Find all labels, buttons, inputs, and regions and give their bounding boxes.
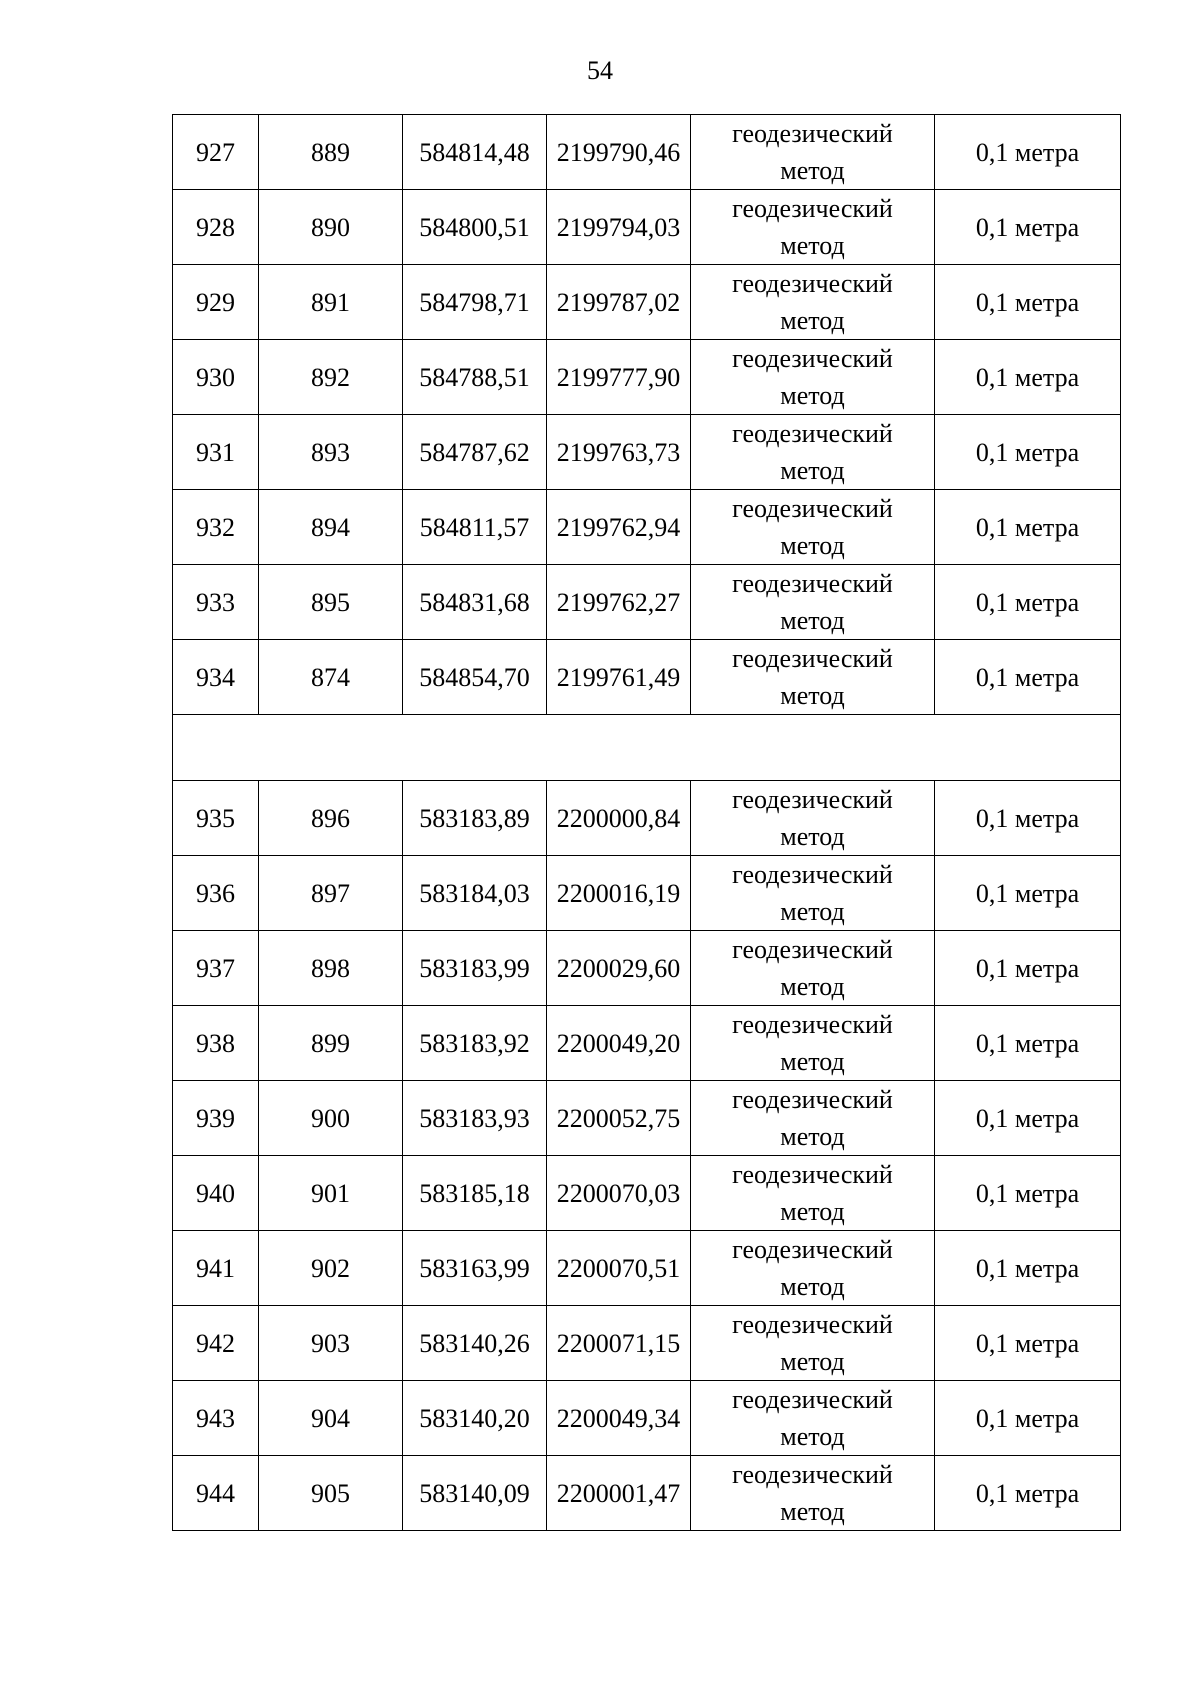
point-number-cell: 893 — [259, 415, 403, 490]
x-coordinate-cell: 584800,51 — [403, 190, 547, 265]
row-number-cell: 929 — [173, 265, 259, 340]
accuracy-cell: 0,1 метра — [935, 340, 1121, 415]
point-number-cell: 898 — [259, 931, 403, 1006]
y-coordinate-cell: 2200070,51 — [547, 1231, 691, 1306]
row-number-cell: 934 — [173, 640, 259, 715]
method-line-2: метод — [780, 531, 845, 560]
accuracy-cell: 0,1 метра — [935, 931, 1121, 1006]
accuracy-cell: 0,1 метра — [935, 856, 1121, 931]
contour-separator-row — [173, 715, 1121, 781]
row-number-cell: 943 — [173, 1381, 259, 1456]
point-number-cell: 901 — [259, 1156, 403, 1231]
row-number-cell: 940 — [173, 1156, 259, 1231]
table-row — [173, 115, 1121, 190]
method-line-1: геодезический — [732, 1460, 893, 1489]
accuracy-cell: 0,1 метра — [935, 640, 1121, 715]
page-number: 54 — [587, 56, 613, 85]
accuracy-cell: 0,1 метра — [935, 1081, 1121, 1156]
y-coordinate-cell: 2200000,84 — [547, 781, 691, 856]
method-line-1: геодезический — [732, 1010, 893, 1039]
table-row — [173, 340, 1121, 415]
method-cell — [691, 190, 935, 265]
y-coordinate-cell: 2200052,75 — [547, 1081, 691, 1156]
row-number-cell: 935 — [173, 781, 259, 856]
method-line-1: геодезический — [732, 1160, 893, 1189]
table-row — [173, 931, 1121, 1006]
y-coordinate-cell: 2200070,03 — [547, 1156, 691, 1231]
method-line-2: метод — [780, 1347, 845, 1376]
point-number-cell: 896 — [259, 781, 403, 856]
method-line-1: геодезический — [732, 644, 893, 673]
row-number-cell: 937 — [173, 931, 259, 1006]
accuracy-cell: 0,1 метра — [935, 1006, 1121, 1081]
x-coordinate-cell: 583163,99 — [403, 1231, 547, 1306]
row-number-cell: 941 — [173, 1231, 259, 1306]
method-cell — [691, 640, 935, 715]
row-number-cell: 931 — [173, 415, 259, 490]
method-cell — [691, 856, 935, 931]
accuracy-cell: 0,1 метра — [935, 565, 1121, 640]
row-number-cell: 927 — [173, 115, 259, 190]
x-coordinate-cell: 583183,92 — [403, 1006, 547, 1081]
method-cell — [691, 1231, 935, 1306]
row-number-cell: 936 — [173, 856, 259, 931]
method-cell — [691, 490, 935, 565]
accuracy-cell: 0,1 метра — [935, 415, 1121, 490]
coordinates-table-body — [173, 115, 1121, 1531]
method-line-2: метод — [780, 822, 845, 851]
method-line-1: геодезический — [732, 935, 893, 964]
table-row — [173, 1081, 1121, 1156]
method-line-2: метод — [780, 231, 845, 260]
method-line-2: метод — [780, 1197, 845, 1226]
method-line-2: метод — [780, 897, 845, 926]
x-coordinate-cell: 584788,51 — [403, 340, 547, 415]
accuracy-cell: 0,1 метра — [935, 1306, 1121, 1381]
table-row — [173, 1231, 1121, 1306]
y-coordinate-cell: 2200016,19 — [547, 856, 691, 931]
separator-cell — [173, 715, 1121, 781]
method-line-2: метод — [780, 381, 845, 410]
method-line-2: метод — [780, 681, 845, 710]
point-number-cell: 902 — [259, 1231, 403, 1306]
table-row — [173, 490, 1121, 565]
method-line-2: метод — [780, 1272, 845, 1301]
method-line-1: геодезический — [732, 1085, 893, 1114]
point-number-cell: 890 — [259, 190, 403, 265]
method-cell — [691, 781, 935, 856]
x-coordinate-cell: 583183,93 — [403, 1081, 547, 1156]
table-row — [173, 265, 1121, 340]
accuracy-cell: 0,1 метра — [935, 190, 1121, 265]
method-line-1: геодезический — [732, 194, 893, 223]
coordinates-table — [172, 114, 1121, 1531]
row-number-cell: 938 — [173, 1006, 259, 1081]
point-number-cell: 889 — [259, 115, 403, 190]
y-coordinate-cell: 2200049,20 — [547, 1006, 691, 1081]
y-coordinate-cell: 2200049,34 — [547, 1381, 691, 1456]
y-coordinate-cell: 2199761,49 — [547, 640, 691, 715]
y-coordinate-cell: 2200071,15 — [547, 1306, 691, 1381]
x-coordinate-cell: 583183,99 — [403, 931, 547, 1006]
x-coordinate-cell: 583140,20 — [403, 1381, 547, 1456]
method-cell — [691, 931, 935, 1006]
table-row — [173, 565, 1121, 640]
y-coordinate-cell: 2200001,47 — [547, 1456, 691, 1531]
y-coordinate-cell: 2199790,46 — [547, 115, 691, 190]
accuracy-cell: 0,1 метра — [935, 265, 1121, 340]
table-row — [173, 640, 1121, 715]
point-number-cell: 897 — [259, 856, 403, 931]
method-cell — [691, 565, 935, 640]
method-cell — [691, 115, 935, 190]
method-line-2: метод — [780, 1122, 845, 1151]
table-row — [173, 856, 1121, 931]
method-line-1: геодезический — [732, 785, 893, 814]
method-line-1: геодезический — [732, 344, 893, 373]
point-number-cell: 899 — [259, 1006, 403, 1081]
x-coordinate-cell: 583184,03 — [403, 856, 547, 931]
y-coordinate-cell: 2199763,73 — [547, 415, 691, 490]
method-line-2: метод — [780, 1047, 845, 1076]
row-number-cell: 928 — [173, 190, 259, 265]
point-number-cell: 904 — [259, 1381, 403, 1456]
method-line-2: метод — [780, 972, 845, 1001]
x-coordinate-cell: 583140,09 — [403, 1456, 547, 1531]
y-coordinate-cell: 2199762,27 — [547, 565, 691, 640]
point-number-cell: 891 — [259, 265, 403, 340]
accuracy-cell: 0,1 метра — [935, 1231, 1121, 1306]
point-number-cell: 905 — [259, 1456, 403, 1531]
row-number-cell: 932 — [173, 490, 259, 565]
row-number-cell: 942 — [173, 1306, 259, 1381]
table-row — [173, 1156, 1121, 1231]
table-row — [173, 1306, 1121, 1381]
method-line-1: геодезический — [732, 494, 893, 523]
method-line-2: метод — [780, 306, 845, 335]
table-row — [173, 1006, 1121, 1081]
method-line-1: геодезический — [732, 569, 893, 598]
method-line-1: геодезический — [732, 860, 893, 889]
point-number-cell: 903 — [259, 1306, 403, 1381]
x-coordinate-cell: 584854,70 — [403, 640, 547, 715]
method-line-2: метод — [780, 1422, 845, 1451]
accuracy-cell: 0,1 метра — [935, 490, 1121, 565]
method-line-1: геодезический — [732, 269, 893, 298]
method-cell — [691, 1156, 935, 1231]
row-number-cell: 944 — [173, 1456, 259, 1531]
method-cell — [691, 1006, 935, 1081]
row-number-cell: 939 — [173, 1081, 259, 1156]
x-coordinate-cell: 584814,48 — [403, 115, 547, 190]
y-coordinate-cell: 2199787,02 — [547, 265, 691, 340]
method-cell — [691, 1381, 935, 1456]
method-cell — [691, 1306, 935, 1381]
table-row — [173, 415, 1121, 490]
method-line-2: метод — [780, 156, 845, 185]
method-line-1: геодезический — [732, 1310, 893, 1339]
point-number-cell: 895 — [259, 565, 403, 640]
x-coordinate-cell: 584787,62 — [403, 415, 547, 490]
method-line-1: геодезический — [732, 119, 893, 148]
table-row — [173, 1381, 1121, 1456]
point-number-cell: 892 — [259, 340, 403, 415]
y-coordinate-cell: 2199794,03 — [547, 190, 691, 265]
x-coordinate-cell: 584798,71 — [403, 265, 547, 340]
x-coordinate-cell: 583140,26 — [403, 1306, 547, 1381]
method-cell — [691, 1456, 935, 1531]
method-cell — [691, 1081, 935, 1156]
row-number-cell: 930 — [173, 340, 259, 415]
method-cell — [691, 415, 935, 490]
accuracy-cell: 0,1 метра — [935, 1381, 1121, 1456]
method-line-1: геодезический — [732, 419, 893, 448]
accuracy-cell: 0,1 метра — [935, 781, 1121, 856]
x-coordinate-cell: 583185,18 — [403, 1156, 547, 1231]
accuracy-cell: 0,1 метра — [935, 1456, 1121, 1531]
accuracy-cell: 0,1 метра — [935, 115, 1121, 190]
y-coordinate-cell: 2200029,60 — [547, 931, 691, 1006]
method-line-1: геодезический — [732, 1235, 893, 1264]
y-coordinate-cell: 2199762,94 — [547, 490, 691, 565]
table-row — [173, 190, 1121, 265]
point-number-cell: 900 — [259, 1081, 403, 1156]
method-cell — [691, 340, 935, 415]
method-line-2: метод — [780, 606, 845, 635]
method-line-2: метод — [780, 456, 845, 485]
x-coordinate-cell: 584811,57 — [403, 490, 547, 565]
table-row — [173, 781, 1121, 856]
method-line-1: геодезический — [732, 1385, 893, 1414]
x-coordinate-cell: 584831,68 — [403, 565, 547, 640]
accuracy-cell: 0,1 метра — [935, 1156, 1121, 1231]
y-coordinate-cell: 2199777,90 — [547, 340, 691, 415]
x-coordinate-cell: 583183,89 — [403, 781, 547, 856]
point-number-cell: 894 — [259, 490, 403, 565]
row-number-cell: 933 — [173, 565, 259, 640]
table-row — [173, 1456, 1121, 1531]
point-number-cell: 874 — [259, 640, 403, 715]
method-cell — [691, 265, 935, 340]
method-line-2: метод — [780, 1497, 845, 1526]
